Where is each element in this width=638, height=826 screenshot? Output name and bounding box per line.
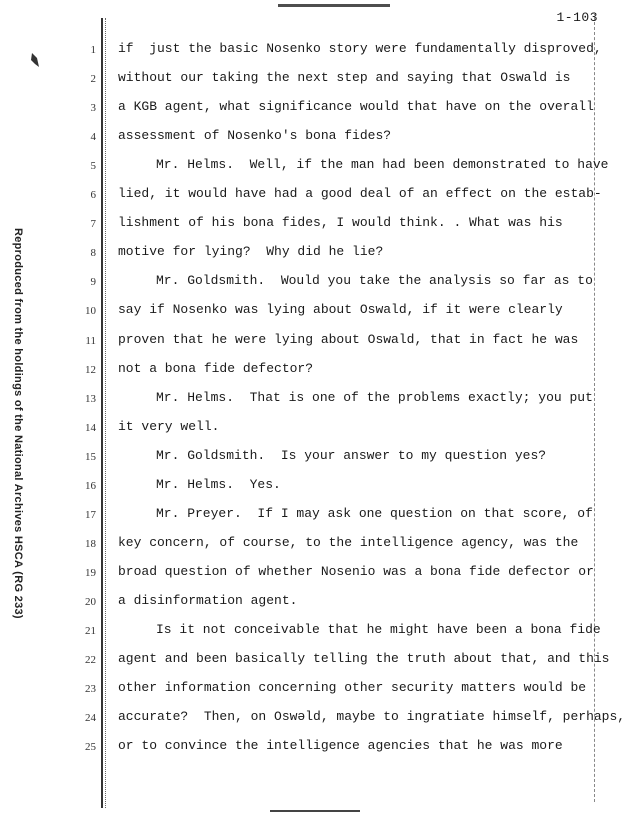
line-number: 6: [90, 189, 96, 202]
transcript-line: Mr. Goldsmith. Would you take the analysis so far as to: [156, 273, 593, 289]
left-margin-rule-dotted: [105, 18, 106, 808]
transcript-line: Is it not conceivable that he might have been a bona fide: [156, 622, 601, 637]
line-number: 25: [85, 741, 96, 754]
line-number: 17: [85, 508, 96, 521]
line-number: 12: [85, 363, 96, 376]
transcript-line: other information concerning other security matters would be: [118, 680, 587, 696]
transcript-line: lishment of his bona fides, I would think. . What was his: [118, 215, 563, 231]
line-number: 4: [90, 131, 96, 144]
transcript-line: agent and been basically telling the truth about that, and this: [118, 651, 610, 667]
left-margin-rule: [101, 18, 103, 808]
line-number: 20: [85, 595, 96, 608]
line-number: 14: [85, 421, 96, 434]
line-number: 16: [85, 479, 96, 492]
transcript-line: Mr. Preyer. If I may ask one question on that score, of: [156, 505, 593, 521]
line-number: 9: [90, 276, 96, 289]
line-number: 22: [85, 654, 96, 667]
footer-mark: [270, 810, 360, 812]
transcript-line: or to convince the intelligence agencies that he was more: [118, 738, 563, 754]
transcript-line: a KGB agent, what significance would that have on the overall: [118, 99, 594, 115]
right-margin-rule: [594, 12, 595, 802]
line-number: 8: [90, 247, 96, 260]
transcript-line: lied, it would have had a good deal of an effect on the estab-: [118, 186, 602, 202]
line-number: 2: [90, 73, 96, 86]
line-number: 11: [85, 334, 96, 347]
line-number: 21: [85, 625, 96, 637]
margin-smudge: [30, 52, 40, 68]
transcript-line: Mr. Helms. Yes.: [156, 476, 281, 492]
line-number: 5: [90, 160, 96, 173]
transcript-line: Mr. Helms. Well, if the man had been demonstrated to have: [156, 157, 609, 173]
line-number: 7: [90, 218, 96, 231]
transcript-line: accurate? Then, on Oswəld, maybe to ingratiate himself, perhaps,: [118, 709, 626, 725]
transcript-line: Mr. Helms. That is one of the problems exactly; you put: [156, 389, 593, 405]
transcript-line: if just the basic Nosenko story were fundamentally disproved,: [118, 41, 602, 56]
header-redaction-mark: [260, 4, 390, 15]
line-number: 18: [85, 537, 96, 550]
transcript-line: say if Nosenko was lying about Oswald, if it were clearly: [118, 302, 563, 318]
line-number: 10: [85, 305, 96, 318]
line-number: 19: [85, 566, 96, 579]
transcript-line: proven that he were lying about Oswald, that in fact he was: [118, 331, 579, 347]
line-number: 23: [85, 683, 96, 696]
transcript-line: a disinformation agent.: [118, 592, 298, 608]
transcript-line: it very well.: [118, 418, 220, 434]
transcript-line: Mr. Goldsmith. Is your answer to my question yes?: [156, 447, 547, 463]
transcript-line: not a bona fide defector?: [118, 360, 314, 376]
archive-source-note: Reproduced from the holdings of the National Archives HSCA (RG 233): [12, 228, 24, 619]
transcript-line: broad question of whether Nosenio was a bona fide defector or: [118, 563, 594, 579]
transcript-line: without our taking the next step and saying that Oswald is: [118, 70, 571, 86]
line-number: 15: [85, 450, 96, 463]
line-number: 24: [85, 712, 96, 725]
line-number: 3: [90, 102, 96, 115]
transcript-line: assessment of Nosenko's bona fides?: [118, 128, 392, 144]
page-number: 1-103: [556, 10, 598, 25]
line-number: 1: [90, 44, 96, 56]
transcript-line: motive for lying? Why did he lie?: [118, 244, 384, 260]
transcript-line: key concern, of course, to the intelligence agency, was the: [118, 534, 579, 550]
line-number: 13: [85, 392, 96, 405]
